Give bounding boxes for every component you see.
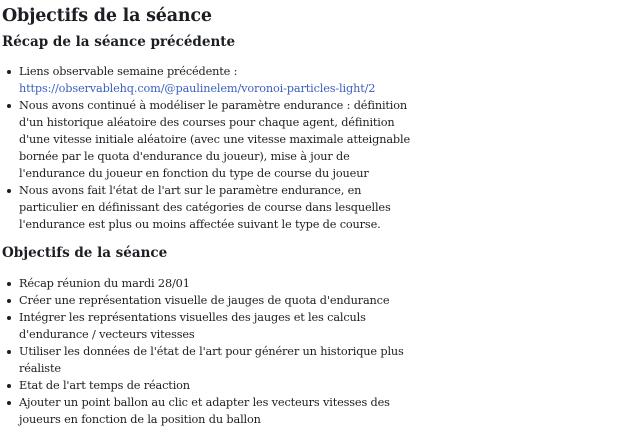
page-title: Objectifs de la séance bbox=[2, 6, 212, 26]
list-item: Récap réunion du mardi 28/01 bbox=[19, 275, 419, 292]
objectives-heading: Objectifs de la séance bbox=[2, 245, 168, 261]
list-item: Utiliser les données de l'état de l'art pour générer un historique plus réaliste bbox=[19, 343, 419, 377]
list-item: Etat de l'art temps de réaction bbox=[19, 377, 419, 394]
list-item: Ajouter un point ballon au clic et adapter les vecteurs vitesses des joueurs en fonction de la position du ballon bbox=[19, 394, 419, 428]
list-item: Nous avons continué à modéliser le paramètre endurance : définition d'un historique aléatoire des courses pour chaque agent, définition d'une vitesse initiale aléatoire (avec une vitesse maximale atteignable bornée par le quota d'endurance du joueur), mise à jour de l'endurance du joueur en fonction du type de course du joueur bbox=[19, 97, 419, 182]
observable-link[interactable]: https://observablehq.com/@paulinelem/voronoi-particles-light/2 bbox=[19, 82, 376, 95]
recap-heading: Récap de la séance précédente bbox=[2, 34, 236, 50]
recap-list bbox=[0, 63, 419, 233]
list-item: Intégrer les représentations visuelles des jauges et les calculs d'endurance / vecteurs vitesses bbox=[19, 309, 419, 343]
observable-label: Liens observable semaine précédente : bbox=[19, 65, 238, 78]
objectives-list bbox=[0, 275, 419, 428]
list-item: Nous avons fait l'état de l'art sur le paramètre endurance, en particulier en définissant des catégories de course dans lesquelles l'endurance est plus ou moins affectée suivant le type de course. bbox=[19, 182, 419, 233]
list-item: Créer une représentation visuelle de jauges de quota d'endurance bbox=[19, 292, 419, 309]
list-item bbox=[19, 63, 419, 97]
